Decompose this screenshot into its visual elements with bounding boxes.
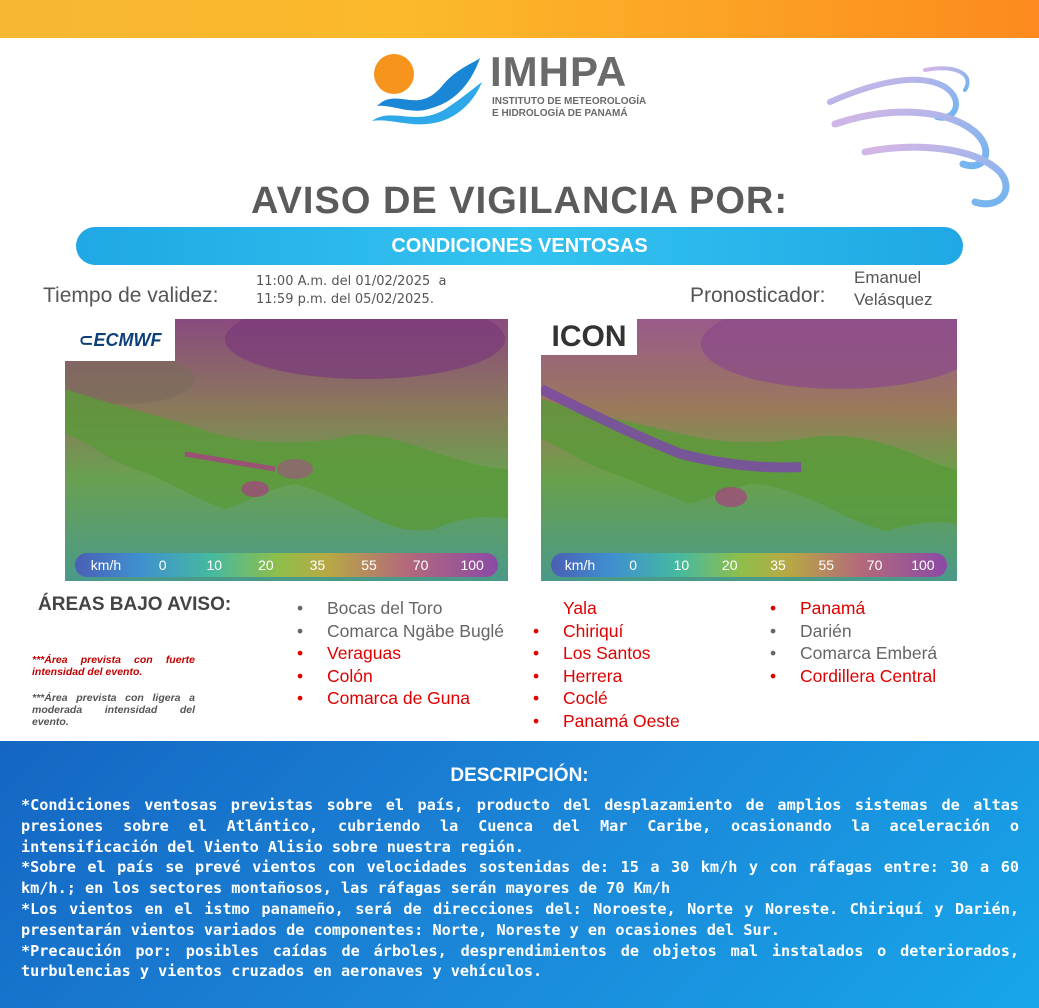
page-title: AVISO DE VIGILANCIA POR: — [250, 180, 789, 222]
imhpa-logo-icon — [372, 46, 482, 126]
bullet-icon: • — [297, 688, 304, 708]
forecaster-first-name: Emanuel — [854, 268, 922, 287]
area-name: Los Santos — [563, 643, 651, 663]
model-label-ecmwf — [65, 319, 175, 361]
model-label-icon: ICON — [541, 319, 637, 355]
list-item — [297, 620, 512, 643]
list-item — [297, 597, 512, 620]
note-strong-intensity: ***Área prevista con fuerte intensidad del evento. — [32, 654, 195, 678]
bullet-icon: • — [770, 665, 777, 686]
description-paragraph: *Sobre el país se prevé vientos con velocidades sostenidas de: 15 a 30 km/h y con ráfagas entre: 30 a 60 km/h.; en los sectores montañosos, las ráfagas serán mayores de 70 Km/h — [21, 858, 1019, 898]
logo-name: IMHPA — [490, 48, 628, 95]
forecaster-label: Pronosticador: — [690, 284, 826, 307]
list-item — [297, 687, 512, 710]
bullet-icon: • — [533, 710, 540, 731]
legend-unit: km/h — [90, 557, 122, 573]
legend-tick: 10 — [206, 557, 223, 573]
validity-label: Tiempo de validez: — [43, 284, 219, 307]
forecaster-last-name: Velásquez — [854, 290, 933, 309]
legend-tick: 70 — [866, 557, 883, 573]
legend-unit: km/h — [564, 557, 596, 573]
area-name: Herrera — [563, 665, 623, 686]
bullet-icon: • — [770, 643, 777, 663]
bullet-icon: • — [297, 598, 304, 618]
ecmwf-wind-map — [65, 319, 508, 581]
bullet-icon: • — [770, 620, 777, 641]
areas-column-2 — [533, 597, 743, 732]
validity-period — [256, 273, 446, 309]
legend-tick: 10 — [673, 557, 690, 573]
legend-tick: 20 — [721, 557, 738, 573]
area-name: Colón — [327, 665, 373, 686]
list-item — [533, 710, 743, 733]
description-paragraph: *Los vientos en el istmo panameño, será de direcciones del: Noroeste, Norte y Noreste. Chiriquí y Darién, presentarán vientos variados de componentes: Norte, Noreste y en ocasiones del Sur. — [21, 899, 1019, 939]
note-light-intensity: ***Área prevista con ligera a moderada intensidad del evento. — [32, 692, 195, 728]
bullet-icon: • — [770, 598, 777, 618]
validity-line1: 11:00 A.m. del 01/02/2025 a — [256, 274, 447, 289]
list-item — [770, 665, 1000, 688]
legend-tick: 100 — [911, 557, 935, 573]
legend-tick: 100 — [460, 557, 484, 573]
bullet-icon: • — [533, 688, 540, 708]
bullet-icon: • — [297, 620, 304, 641]
legend-tick: 0 — [158, 557, 167, 573]
area-name: Chiriquí — [563, 620, 624, 641]
area-name: Comarca de Guna — [327, 688, 470, 708]
list-item — [770, 642, 1000, 665]
areas-title: ÁREAS BAJO AVISO: — [38, 594, 232, 615]
legend-tick: 35 — [309, 557, 326, 573]
area-name: Comarca Ngäbe Buglé — [327, 620, 505, 641]
description-body — [21, 795, 1019, 982]
description-title: DESCRIPCIÓN: — [450, 765, 589, 786]
list-item — [297, 642, 512, 665]
wind-speed-legend — [551, 553, 947, 577]
legend-tick: 55 — [818, 557, 835, 573]
forecaster-name — [854, 267, 932, 311]
wind-map-image — [541, 319, 957, 581]
bullet-icon: • — [533, 665, 540, 686]
description-paragraph: *Precaución por: posibles caídas de árboles, desprendimientos de objetos mal instalados o deteriorados, turbulencias y vientos cruzados en aeronaves y vehículos. — [21, 941, 1019, 981]
legend-tick: 55 — [361, 557, 377, 573]
list-item-continuation — [533, 597, 743, 620]
legend-tick: 70 — [412, 557, 429, 573]
validity-line2: 11:59 p.m. del 05/02/2025. — [256, 292, 434, 307]
logo-subtitle-line2: E HIDROLOGÍA DE PANAMÁ — [492, 108, 628, 119]
logo-subtitle-line1: INSTITUTO DE METEOROLOGÍA — [492, 96, 647, 107]
list-item — [533, 665, 743, 688]
legend-tick: 20 — [258, 557, 274, 573]
model-name: ECMWF — [93, 330, 162, 350]
wind-speed-legend — [75, 553, 498, 577]
list-item — [297, 665, 512, 688]
list-item — [533, 642, 743, 665]
bullet-icon: • — [297, 665, 304, 686]
area-name: Comarca Emberá — [800, 643, 938, 663]
description-paragraph: *Condiciones ventosas previstas sobre el país, producto del desplazamiento de amplios sistemas de altas presiones sobre el Atlántico, cubriendo la Cuenca del Mar Caribe, ocasionando la aceleración o intensificación del Viento Alisio sobre nuestra región. — [21, 796, 1019, 856]
area-name: Coclé — [563, 688, 608, 708]
area-name: Bocas del Toro — [327, 598, 443, 618]
area-name: Darién — [800, 620, 852, 641]
list-item — [533, 687, 743, 710]
area-name: Yala — [563, 598, 597, 618]
bullet-icon: • — [533, 643, 540, 663]
imhpa-logo — [372, 46, 652, 126]
logo-subtitle — [492, 96, 646, 120]
area-name: Cordillera Central — [800, 665, 937, 686]
areas-column-3 — [770, 597, 1000, 687]
list-item — [533, 620, 743, 643]
legend-tick: 0 — [629, 557, 637, 573]
area-name: Panamá — [800, 598, 866, 618]
legend-tick: 35 — [770, 557, 786, 573]
description-panel — [0, 741, 1039, 1008]
top-accent-bar — [0, 0, 1039, 38]
list-item — [770, 620, 1000, 643]
ecmwf-logo-icon: ⊂ — [78, 330, 94, 350]
area-name: Panamá Oeste — [563, 710, 680, 731]
area-name: Veraguas — [327, 643, 401, 663]
bullet-icon: • — [297, 643, 304, 663]
icon-wind-map — [541, 319, 957, 581]
bullet-icon: • — [533, 620, 540, 641]
list-item — [770, 597, 1000, 620]
subtitle-banner: CONDICIONES VENTOSAS — [76, 227, 963, 265]
areas-column-1 — [297, 597, 512, 710]
